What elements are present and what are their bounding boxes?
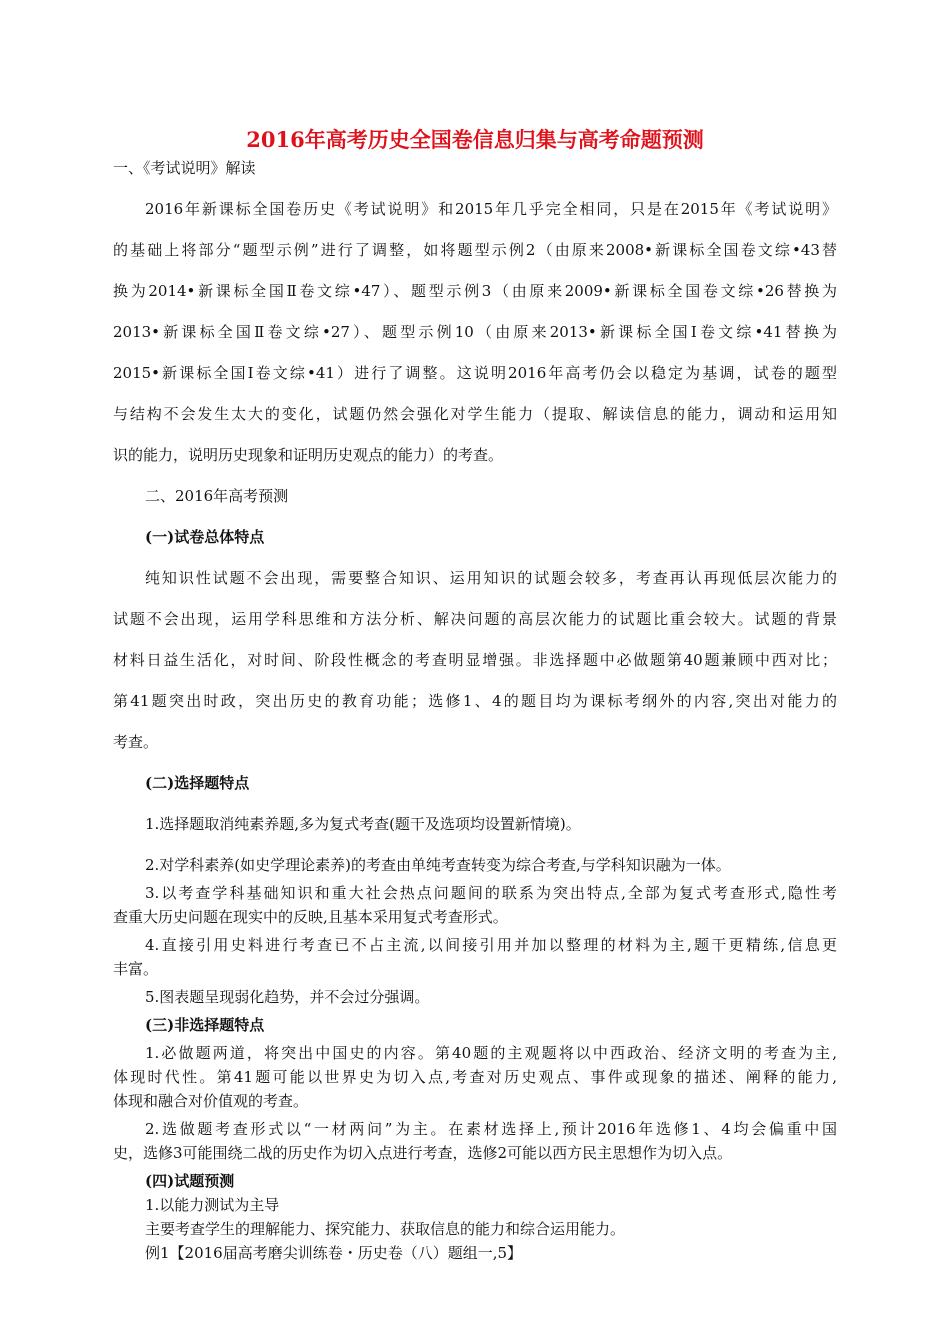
subsection-heading-3: (三)非选择题特点 xyxy=(145,1016,265,1034)
paragraph-1-line: 2016年新课标全国卷历史《考试说明》和2015年几乎完全相同，只是在2015年《考试说明》 xyxy=(145,200,837,218)
section-1-heading: 一、《考试说明》解读 xyxy=(113,159,256,177)
mc-point-3-line: 3.以考查学科基础知识和重大社会热点问题间的联系为突出特点,全部为复式考查形式,隐性考 xyxy=(145,884,837,902)
paragraph-1-line: 2013•新课标全国Ⅱ卷文综•27）、题型示例10（由原来2013•新课标全国Ⅰ卷文综•41替换为 xyxy=(113,323,837,341)
prediction-point-1-text: 主要考查学生的理解能力、探究能力、获取信息的能力和综合运用能力。 xyxy=(145,1220,626,1238)
nc-point-1-line: 体现时代性。第41题可能以世界史为切入点,考查对历史观点、事件或现象的描述、阐释的能力, xyxy=(113,1068,837,1086)
mc-point-2: 2.对学科素养(如史学理论素养)的考查由单纯考查转变为综合考查,与学科知识融为一体。 xyxy=(145,856,731,874)
subsection-heading-2: (二)选择题特点 xyxy=(145,774,250,792)
subsection-heading-4: (四)试题预测 xyxy=(145,1172,235,1190)
paragraph-1-line: 换为2014•新课标全国Ⅱ卷文综•47）、题型示例3（由原来2009•新课标全国卷文综•26替换为 xyxy=(113,282,837,300)
paragraph-2-line: 纯知识性试题不会出现，需要整合知识、运用知识的试题会较多，考查再认再现低层次能力的 xyxy=(145,569,837,587)
paragraph-2-line: 考查。 xyxy=(113,733,159,751)
paragraph-2-line: 第41题突出时政，突出历史的教育功能；选修1、4的题目均为课标考纲外的内容,突出对能力的 xyxy=(113,692,837,710)
paragraph-2-line: 材料日益生活化，对时间、阶段性概念的考查明显增强。非选择题中必做题第40题兼顾中西对比； xyxy=(113,651,837,669)
subsection-heading-1: (一)试卷总体特点 xyxy=(145,528,265,546)
example-reference: 例1【2016届高考磨尖训练卷・历史卷（八）题组一,5】 xyxy=(145,1244,523,1262)
paragraph-1-line: 的基础上将部分“题型示例”进行了调整，如将题型示例2（由原来2008•新课标全国卷文综•43替 xyxy=(113,241,837,259)
mc-point-3-line: 查重大历史问题在现实中的反映,且基本采用复式考查形式。 xyxy=(113,908,508,926)
nc-point-2-line: 史，选修3可能围绕二战的历史作为切入点进行考查，选修2可能以西方民主思想作为切入点。 xyxy=(113,1144,733,1162)
prediction-point-1: 1.以能力测试为主导 xyxy=(145,1196,280,1214)
paragraph-1-line: 与结构不会发生太大的变化，试题仍然会强化对学生能力（提取、解读信息的能力，调动和运用知 xyxy=(113,405,837,423)
paragraph-2-line: 试题不会出现，运用学科思维和方法分析、解决问题的高层次能力的试题比重会较大。试题的背景 xyxy=(113,610,837,628)
paragraph-1-line: 2015•新课标全国Ⅰ卷文综•41）进行了调整。这说明2016年高考仍会以稳定为基调，试卷的题型 xyxy=(113,364,837,382)
mc-point-5: 5.图表题呈现弱化趋势，并不会过分强调。 xyxy=(145,988,430,1006)
document-title: 2016年高考历史全国卷信息归集与高考命题预测 xyxy=(246,127,704,152)
section-2-heading: 二、2016年高考预测 xyxy=(145,487,289,505)
mc-point-1: 1.选择题取消纯素养题,多为复式考查(题干及选项均设置新情境)。 xyxy=(145,815,581,833)
nc-point-2-line: 2.选做题考查形式以“一材两问”为主。在素材选择上,预计2016年选修1、4均会偏重中国 xyxy=(145,1120,837,1138)
mc-point-4-line: 4.直接引用史料进行考查已不占主流,以间接引用并加以整理的材料为主,题干更精练,信息更 xyxy=(145,936,837,954)
mc-point-4-line: 丰富。 xyxy=(113,960,159,978)
paragraph-1-line: 识的能力，说明历史现象和证明历史观点的能力）的考查。 xyxy=(113,446,504,464)
nc-point-1-line: 1.必做题两道，将突出中国史的内容。第40题的主观题将以中西政治、经济文明的考查为主, xyxy=(145,1044,837,1062)
nc-point-1-line: 体现和融合对价值观的考查。 xyxy=(113,1092,309,1110)
